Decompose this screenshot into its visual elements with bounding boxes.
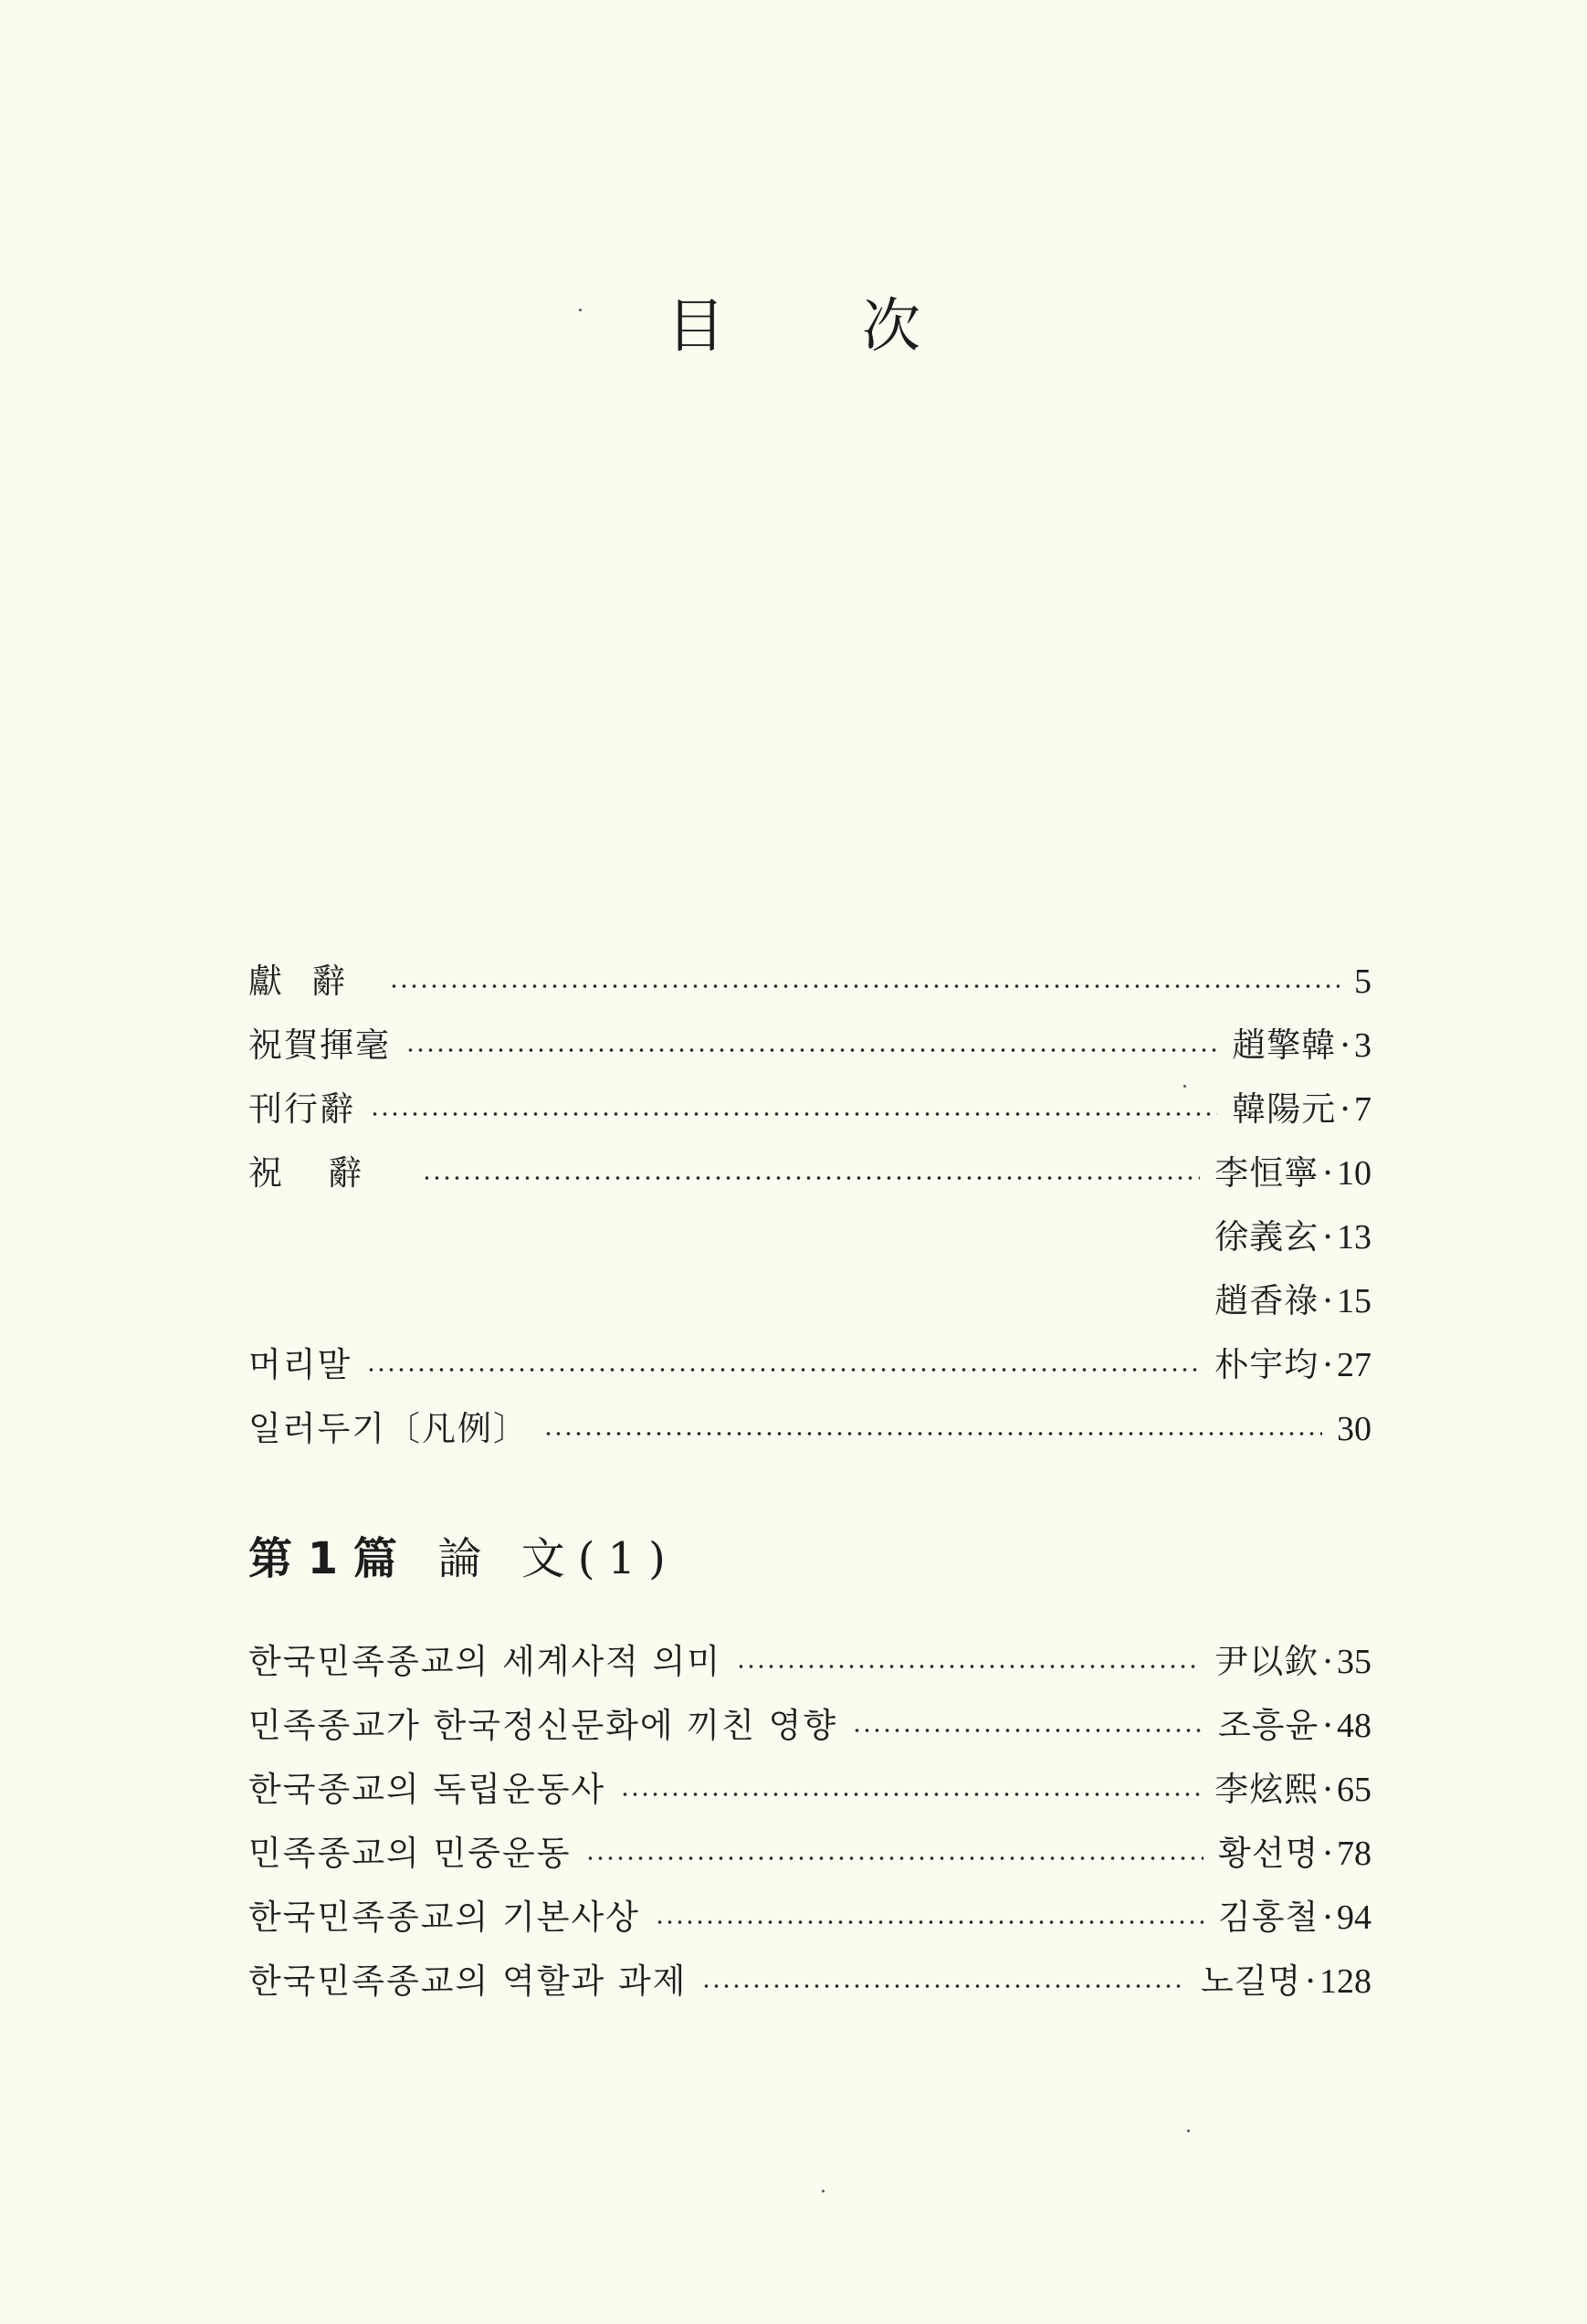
toc-part1 xyxy=(248,1630,1372,2014)
separator-dot: · xyxy=(1322,1834,1333,1873)
toc-entry[interactable] xyxy=(248,1333,1372,1397)
toc-entry-title: 민족종교의 민중운동 xyxy=(248,1834,572,1873)
toc-entry-title: 한국민족종교의 세계사적 의미 xyxy=(248,1642,722,1681)
toc-entry-page: 7 xyxy=(1354,1090,1372,1129)
dot-leader xyxy=(422,1173,1200,1183)
toc-entry-page: 48 xyxy=(1337,1707,1372,1745)
toc-entry-page: 78 xyxy=(1337,1835,1372,1873)
toc-entry[interactable] xyxy=(248,1630,1372,1694)
separator-dot: · xyxy=(1322,1898,1333,1937)
toc-entry-page: 27 xyxy=(1337,1346,1372,1384)
toc-entry[interactable] xyxy=(248,1014,1372,1078)
part-number: 第 1 篇 xyxy=(248,1533,397,1584)
toc-entry-author: 趙擎韓 xyxy=(1232,1025,1337,1065)
toc-entry-page: 13 xyxy=(1337,1218,1372,1257)
separator-dot: · xyxy=(1322,1281,1333,1320)
toc-entry-author: 趙香祿 xyxy=(1214,1281,1319,1320)
dot-leader xyxy=(736,1661,1200,1672)
toc-front-matter xyxy=(248,950,1372,1461)
spacer xyxy=(263,1300,1200,1311)
toc-entry-title: 獻辭 xyxy=(248,962,374,1001)
toc-entry-author: 李炫熙 xyxy=(1214,1770,1319,1809)
toc-entry-title: 한국민족종교의 역할과 과제 xyxy=(248,1961,688,2001)
toc-entry[interactable] xyxy=(248,1694,1372,1758)
toc-entry[interactable] xyxy=(248,1269,1372,1333)
toc-entry-title: 祝辭 xyxy=(248,1153,407,1193)
separator-dot: · xyxy=(1305,1961,1316,2001)
toc-entry-page: 15 xyxy=(1337,1282,1372,1320)
separator-dot: · xyxy=(1322,1770,1333,1809)
separator-dot: · xyxy=(1340,1025,1351,1065)
paper-speck xyxy=(822,2190,825,2193)
toc-entry[interactable] xyxy=(248,1141,1372,1205)
toc-entry-title: 민족종교가 한국정신문화에 끼친 영향 xyxy=(248,1706,838,1745)
toc-entry[interactable] xyxy=(248,1205,1372,1269)
toc-entry[interactable] xyxy=(248,1758,1372,1822)
toc-entry-title: 祝賀揮毫 xyxy=(248,1025,391,1065)
toc-entry-title: 刊行辭 xyxy=(248,1089,355,1129)
toc-entry[interactable] xyxy=(248,1397,1372,1461)
toc-entry-author: 韓陽元 xyxy=(1232,1089,1337,1129)
toc-entry-page: 10 xyxy=(1337,1154,1372,1193)
dot-leader xyxy=(543,1428,1322,1439)
toc-entry-page: 94 xyxy=(1337,1898,1372,1937)
toc-entry-author: 김홍철 xyxy=(1218,1898,1319,1937)
toc-entry-author: 尹以欽 xyxy=(1214,1642,1319,1681)
toc-entry-author: 李恒寧 xyxy=(1214,1153,1319,1193)
toc-entry-page: 30 xyxy=(1337,1410,1372,1448)
dot-leader xyxy=(701,1981,1186,1992)
separator-dot: · xyxy=(1322,1642,1333,1681)
toc-entry-page: 35 xyxy=(1337,1643,1372,1681)
dot-leader xyxy=(852,1725,1203,1736)
separator-dot: · xyxy=(1322,1217,1333,1257)
dot-leader xyxy=(585,1853,1203,1864)
toc-entry-page: 3 xyxy=(1354,1026,1372,1065)
part-name: 論 文(1) xyxy=(437,1533,678,1584)
separator-dot: · xyxy=(1322,1706,1333,1745)
toc-entry-title: 한국종교의 독립운동사 xyxy=(248,1770,606,1809)
toc-entry-author: 황선명 xyxy=(1218,1834,1319,1873)
toc-entry-author: 徐義玄 xyxy=(1214,1217,1319,1257)
separator-dot: · xyxy=(1322,1345,1333,1384)
toc-entry-page: 5 xyxy=(1354,962,1372,1001)
dot-leader xyxy=(366,1364,1200,1375)
separator-dot: · xyxy=(1322,1153,1333,1193)
toc-entry-author: 朴宇均 xyxy=(1214,1345,1319,1384)
toc-entry-author: 조흥윤 xyxy=(1218,1706,1319,1745)
toc-entry-page: 128 xyxy=(1319,1962,1372,2001)
dot-leader xyxy=(620,1789,1200,1800)
part-heading xyxy=(248,1527,678,1591)
paper-speck xyxy=(1187,2129,1190,2132)
toc-entry-title: 한국민족종교의 기본사상 xyxy=(248,1898,640,1937)
paper-speck xyxy=(1183,1085,1186,1088)
toc-entry[interactable] xyxy=(248,950,1372,1014)
dot-leader xyxy=(389,981,1340,992)
toc-entry-author: 노길명 xyxy=(1201,1961,1302,2001)
toc-entry-title: 일러두기〔凡例〕 xyxy=(248,1409,529,1448)
paper-speck xyxy=(579,309,582,311)
toc-entry[interactable] xyxy=(248,1950,1372,2014)
page-title: 目次 xyxy=(667,293,1057,361)
separator-dot: · xyxy=(1340,1089,1351,1129)
toc-entry[interactable] xyxy=(248,1822,1372,1886)
dot-leader xyxy=(655,1917,1203,1928)
toc-entry-page: 65 xyxy=(1337,1771,1372,1809)
toc-entry[interactable] xyxy=(248,1078,1372,1141)
dot-leader xyxy=(370,1109,1217,1120)
spacer xyxy=(263,1236,1200,1247)
dot-leader xyxy=(405,1045,1217,1056)
toc-entry[interactable] xyxy=(248,1886,1372,1950)
toc-entry-title: 머리말 xyxy=(248,1345,352,1384)
